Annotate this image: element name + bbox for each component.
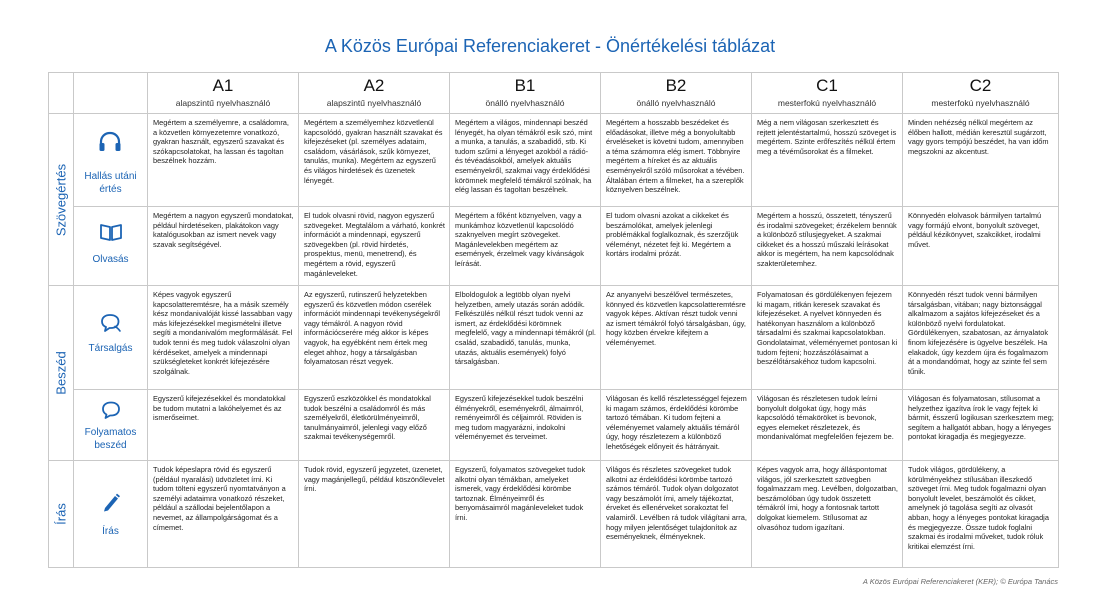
group-label-speaking: Beszéd: [53, 351, 69, 395]
level-code: A2: [363, 76, 385, 95]
skill-row-reading: [49, 207, 1059, 286]
descriptor-cell: El tudom olvasni azokat a cikkeket és beszámolókat, amelyek jelenlegi problémákkal foglalkoznak, és szerzőjük véleményt, nézetet fejt ki. Megértem a kortárs irodalmi prózát.: [601, 207, 752, 286]
level-code: B2: [665, 76, 687, 95]
skill-label-spoken-interaction: Társalgás: [88, 343, 133, 354]
chat-bubbles-icon: [99, 312, 123, 334]
level-name: önálló nyelvhasználó: [636, 98, 716, 108]
skill-label-spoken-production: Folyamatos beszéd: [84, 427, 137, 451]
descriptor-cell: Megértem a hosszú, összetett, tényszerű és irodalmi szövegeket; érzékelem bennük a különböző stílusjegyeket. A szakmai cikkeket és a hosszú műszaki leírásokat akkor is megértem, ha nem kapcsolódnak szakterületemhez.: [752, 207, 903, 286]
pen-icon: [100, 491, 122, 513]
descriptor-cell: Tudok világos, gördülékeny, a körülményekhez stílusában illeszkedő szöveget írni. Meg tudok fogalmazni olyan bonyolult levelet, beszámolót és cikket, amelynek jó tagolása segíti az olvasót abban, hogy a lényeges pontokat kiragadja és megjegyezze. Össze tudok foglalni szakmai és irodalmi műveket, tudok róluk kritikai elemzést írni.: [903, 461, 1059, 568]
page-title: A Közös Európai Referenciakeret - Önértékelési táblázat: [324, 36, 776, 56]
descriptor-cell: Világosan és részletesen tudok leírni bonyolult dolgokat úgy, hogy más kapcsolódó témaköröket is bevonok, egyes elemeket részletezek, és mondanivalómat megfelelően fejezem be.: [752, 390, 903, 461]
descriptor-cell: Képes vagyok arra, hogy álláspontomat világos, jól szerkesztett szövegben fogalmazzam meg. Levélben, dolgozatban, beszámolóban úgy tudok összetett témákról írni, hogy a fontosnak tartott dolgokat kiemelem. Stílusomat az olvasóhoz tudom igazítani.: [752, 461, 903, 568]
skill-cell-writing: [74, 461, 148, 568]
descriptor-cell: Tudok képeslapra rövid és egyszerű (például nyaralási) üdvözletet írni. Ki tudom tölteni egyszerű nyomtatványon a személyi adataimra vonatkozó részeket, például a szállodai bejelentőlapon a nevemet, az állampolgárságomat és a címemet.: [148, 461, 299, 568]
descriptor-cell: Folyamatosan és gördülékenyen fejezem ki magam, ritkán keresek szavakat és kifejezéseket. A nyelvet könnyeden és hatékonyan használom a különböző társadalmi és szakmai kapcsolatokban. Gondolataimat, véleményemet pontosan ki tudom fejteni; hozzászólásaimat a beszélőtársakéhoz tudom kapcsolni.: [752, 286, 903, 390]
skill-cell-reading: [74, 207, 148, 286]
skill-row-spoken-production: [49, 390, 1059, 461]
descriptor-cell: Minden nehézség nélkül megértem az élőben hallott, médián keresztül sugárzott, vagy gyors tempójú beszédet, ha van időm megszokni az akcentust.: [903, 114, 1059, 207]
descriptor-cell: Megértem a hosszabb beszédeket és előadásokat, illetve még a bonyolultabb érveléseket is követni tudom, amennyiben a téma számomra elég ismert. Többnyire megértem a híreket és az aktuális eseményekről szóló műsorokat a tévében. Általában értem a filmeket, ha a szereplők köznyelven beszélnek.: [601, 114, 752, 207]
descriptor-cell: Egyszerű, folyamatos szövegeket tudok alkotni olyan témákban, amelyeket ismerek, vagy érdeklődési körömbe tartoznak. Élményeimről és benyomásaimról magánleveleket tudok írni.: [450, 461, 601, 568]
descriptor-cell: Az anyanyelvi beszélővel természetes, könnyed és közvetlen kapcsolatteremtésre vagyok képes. Aktívan részt tudok venni az ismert témákról folyó társalgásban, úgy, hogy közben érvekre kifejtem a véleményemet.: [601, 286, 752, 390]
descriptor-cell: Könnyedén elolvasok bármilyen tartalmú vagy formájú elvont, bonyolult szöveget, például kézikönyvet, szakcikket, irodalmi művet.: [903, 207, 1059, 286]
skill-label-reading: Olvasás: [92, 254, 129, 265]
level-header-b2: [601, 73, 752, 114]
descriptor-cell: Tudok rövid, egyszerű jegyzetet, üzenetet, vagy magánjellegű, például köszönőlevelet írni.: [299, 461, 450, 568]
group-cell-writing: [49, 461, 74, 568]
group-cell-understanding: [49, 114, 74, 286]
descriptor-cell: Könnyedén részt tudok venni bármilyen társalgásban, vitában; nagy biztonsággal alkalmazom a sajátos kifejezéseket és a különböző nyelvi fordulatokat. Gördülékenyen, szabatosan, az árnyalatok finom kifejezésére is ügyelve beszélek. Ha elakadok, úgy kezdem újra és fogalmazom át a mondandómat, hogy az szinte fel sem tűnik.: [903, 286, 1059, 390]
descriptor-cell: Megértem a személyemre, a családomra, a közvetlen környezetemre vonatkozó, gyakran használt, egyszerű szavakat és szókapcsolatokat, ha lassan és tagoltan beszélnek hozzám.: [148, 114, 299, 207]
level-code: C2: [969, 76, 992, 95]
descriptor-cell: Világosan és folyamatosan, stílusomat a helyzethez igazítva írok le vagy fejtek ki bármit, ésszerű logikusan szerkesztem meg; segítem a hallgatót abban, hogy a lényeges pontokat kiragadja és megjegyezze.: [903, 390, 1059, 461]
skill-cell-spoken-interaction: [74, 286, 148, 390]
level-code: A1: [212, 76, 234, 95]
descriptor-cell: Elboldogulok a legtöbb olyan nyelvi helyzetben, amely utazás során adódik. Felkészülés nélkül részt tudok venni az ismert, az érdeklődési körömnek megfelelő, vagy a mindennapi témákról (pl. család, szabadidő, tanulás, munka, utazás, aktuális események) folyó társalgásban.: [450, 286, 601, 390]
speech-bubble-icon: [100, 400, 122, 420]
descriptor-cell: Megértem a világos, mindennapi beszéd lényegét, ha olyan témákról esik szó, mint a munka, a tanulás, a szabadidő, stb. Ki tudom szűrni a lényeget azokból a rádió- és tévéadásokból, amelyek aktuális eseményekről, szakmai vagy érdeklődési körömnek megfelelő témákról szólnak, ha elég lassan és tagoltan beszélnek.: [450, 114, 601, 207]
descriptor-cell: Egyszerű eszközökkel és mondatokkal tudok beszélni a családomról és más személyekről, életkörülményeimről, tanulmányaimról, jelenlegi vagy előző szakmai tevékenységemről.: [299, 390, 450, 461]
corner-cell: [74, 73, 148, 114]
descriptor-cell: Az egyszerű, rutinszerű helyzetekben egyszerű és közvetlen módon cserélek információt mindennapi tevékenységekről vagy témákról. A nagyon rövid információcserére még akkor is képes vagyok, ha egyébként nem értek meg eleget ahhoz, hogy a társalgásban folyamatosan részt vegyek.: [299, 286, 450, 390]
skill-label-listening: Hallás utáni értés: [84, 171, 137, 195]
group-label-writing: Írás: [53, 503, 69, 525]
level-header-c1: [752, 73, 903, 114]
group-label-understanding: Szövegértés: [53, 163, 69, 236]
skill-row-listening: [49, 114, 1059, 207]
skill-cell-spoken-production: [74, 390, 148, 461]
descriptor-cell: Megértem a főként köznyelven, vagy a munkámhoz közvetlenül kapcsolódó szaknyelven megírt szövegeket. Magánlevelekben megértem az események, érzelmek vagy kívánságok leírását.: [450, 207, 601, 286]
book-icon: [98, 221, 124, 243]
source-credit: A Közös Európai Referenciakeret (KER); © Európa Tanács: [862, 577, 1058, 586]
descriptor-cell: Egyszerű kifejezésekkel tudok beszélni élményekről, eseményekről, álmaimról, reményeimről és céljaimról. Röviden is meg tudom magyarázni, indokolni véleményemet és terveimet.: [450, 390, 601, 461]
level-code: C1: [816, 76, 838, 95]
descriptor-cell: Világos és részletes szövegeket tudok alkotni az érdeklődési körömbe tartozó számos témáról. Tudok olyan dolgozatot vagy beszámolót írni, amely tájékoztat, érveket és ellenérveket sorakoztat fel valamiről. Levélben rá tudok világítani arra, hogy milyen jelentőséget tulajdonítok az eseményeknek, élményeknek.: [601, 461, 752, 568]
level-code: B1: [514, 76, 536, 95]
skill-cell-listening: [74, 114, 148, 207]
corner-cell: [49, 73, 74, 114]
descriptor-cell: Világosan és kellő részletességgel fejezem ki magam számos, érdeklődési körömbe tartozó témában. Ki tudom fejteni a véleményemet valamely aktuális témáról úgy, hogy részletezem a különböző lehetőségek előnyeit és hátrányait.: [601, 390, 752, 461]
self-assessment-grid: [48, 72, 1059, 568]
level-header-a1: [148, 73, 299, 114]
descriptor-cell: Megértem a személyemhez közvetlenül kapcsolódó, gyakran használt szavakat és kifejezéseket (pl. személyes adataim, családom, vásárlások, szűk környezet, tanulás, munka). Megértem az egyszerű és világos hirdetések és üzenetek lényegét.: [299, 114, 450, 207]
descriptor-cell: Képes vagyok egyszerű kapcsolatteremtésre, ha a másik személy kész mondanivalóját kissé lassabban vagy más kifejezésekkel megismételni illetve segíti a mondanivalóm megformálását. Fel tudok tenni és meg tudok válaszolni olyan kérdéseket, amelyek a mindennapi szükségleteket konkrét kifejezésére szolgálnak.: [148, 286, 299, 390]
skill-label-writing: Írás: [102, 526, 119, 537]
headphones-icon: [97, 130, 123, 154]
header-row: [49, 73, 1059, 114]
level-name: mesterfokú nyelvhasználó: [931, 98, 1030, 108]
skill-row-spoken-interaction: [49, 286, 1059, 390]
level-header-b1: [450, 73, 601, 114]
level-name: mesterfokú nyelvhasználó: [777, 98, 877, 108]
descriptor-cell: Egyszerű kifejezésekkel és mondatokkal be tudom mutatni a lakóhelyemet és az ismerőseimet.: [148, 390, 299, 461]
level-name: önálló nyelvhasználó: [485, 98, 565, 108]
level-header-a2: [299, 73, 450, 114]
level-name: alapszintű nyelvhasználó: [326, 98, 422, 108]
descriptor-cell: El tudok olvasni rövid, nagyon egyszerű szövegeket. Megtalálom a várható, konkrét információt a mindennapi, egyszerű szövegekben (pl. rövid hirdetés, prospektus, menü, menetrend), és megértem a rövid, egyszerű magánleveleket.: [299, 207, 450, 286]
level-header-c2: [903, 73, 1059, 114]
descriptor-cell: Megértem a nagyon egyszerű mondatokat, például hirdetéseken, plakátokon vagy katalógusokban az ismert nevek vagy szavak segítségével.: [148, 207, 299, 286]
group-cell-speaking: [49, 286, 74, 461]
level-name: alapszintű nyelvhasználó: [175, 98, 271, 108]
descriptor-cell: Még a nem világosan szerkesztett és rejtett jelentéstartalmú, hosszú szöveget is megértem. Szinte erőfeszítés nélkül értem meg a tévéműsorokat és a filmeket.: [752, 114, 903, 207]
skill-row-writing: [49, 461, 1059, 568]
